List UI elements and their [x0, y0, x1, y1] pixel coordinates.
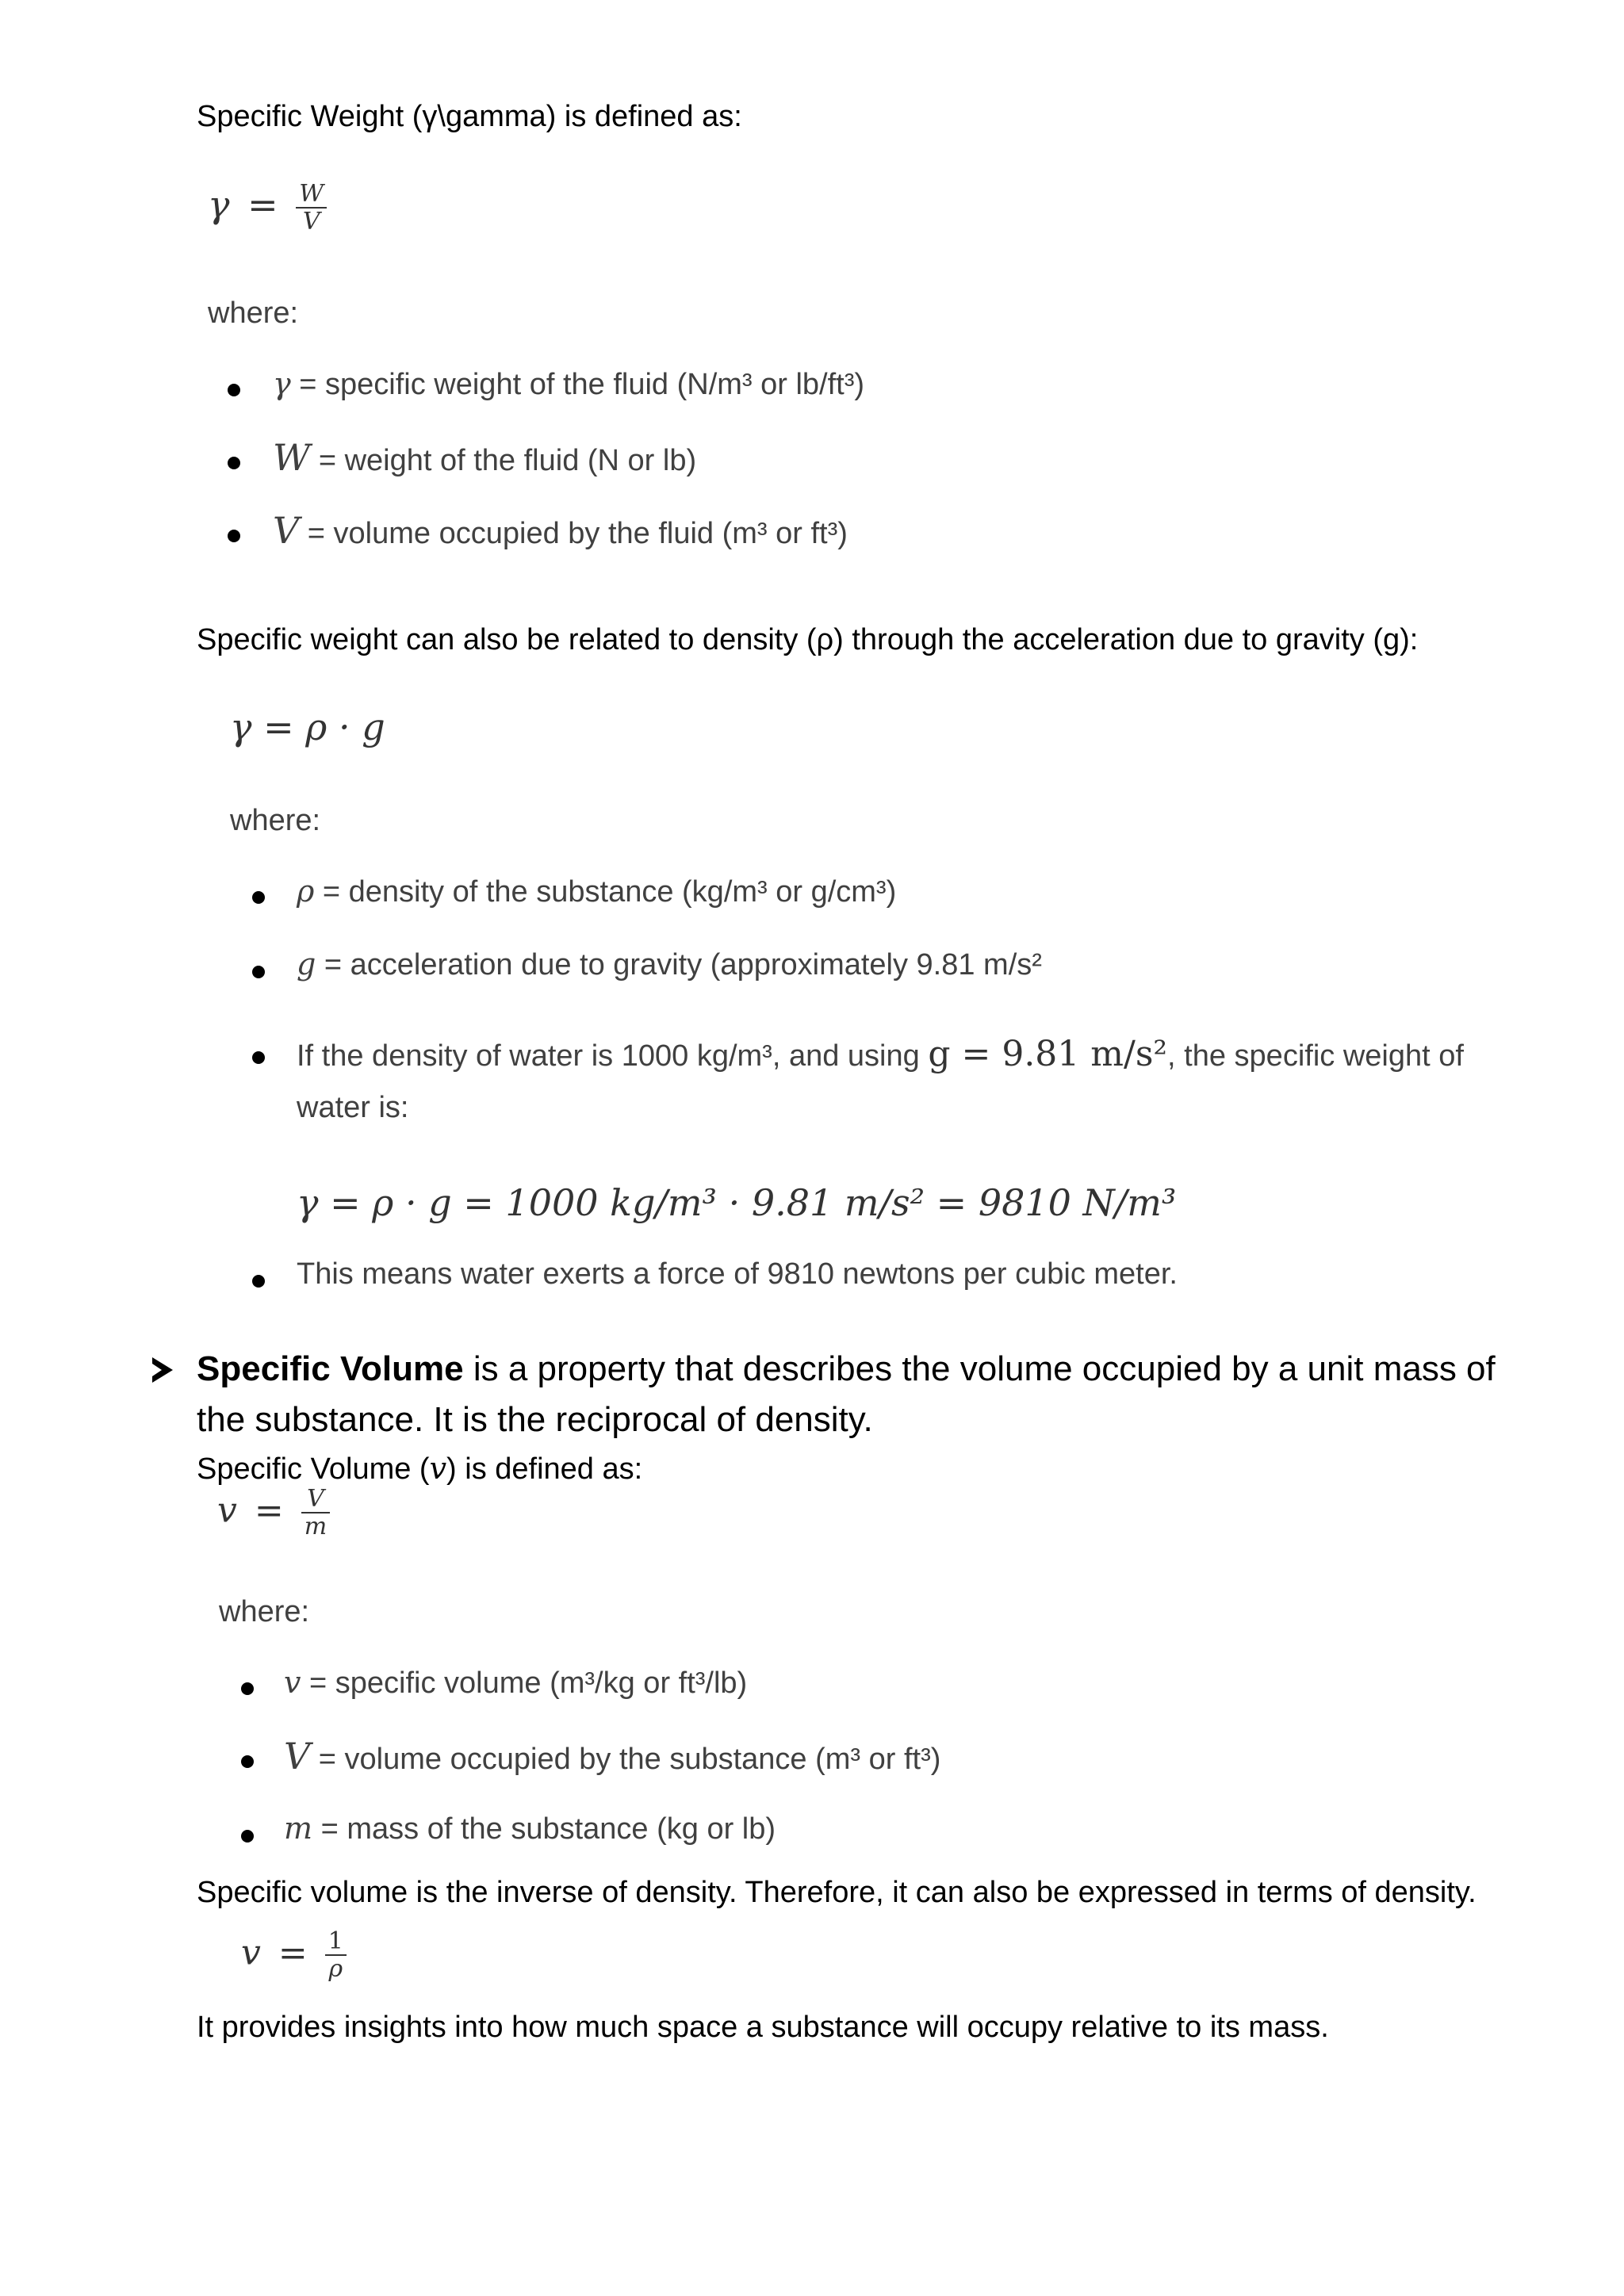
bullet-gamma [273, 366, 864, 402]
bullet-dot [228, 457, 240, 469]
water-specific-weight-formula: γ = ρ · g = 1000 kg/m³ · 9.81 m/s² = 9810 N/m³ [297, 1181, 1177, 1224]
bullet-volume-occupied [284, 1735, 940, 1777]
bullet-specific-volume [284, 1665, 747, 1701]
formula-denominator: ρ [328, 1955, 343, 1983]
specific-weight-intro: Specific Weight (γ\gamma) is defined as: [197, 100, 742, 133]
bullet-dot [252, 966, 265, 978]
intro-text: ) is defined as: [446, 1452, 643, 1486]
formula-denominator: m [304, 1513, 327, 1540]
bullet-density [297, 874, 896, 909]
where-label-3: where: [219, 1595, 310, 1628]
bullet-text: = weight of the fluid (N or lb) [310, 444, 697, 477]
bullet-dot [252, 1275, 265, 1288]
bullet-symbol: g [297, 947, 316, 982]
bullet-text: = acceleration due to gravity (approximately 9.81 m/s² [316, 948, 1042, 982]
inverse-density-text: Specific volume is the inverse of density. Therefore, it can also be expressed in terms of density. [197, 1876, 1477, 1909]
bullet-text: = volume occupied by the substance (m³ or ft³) [310, 1743, 941, 1776]
bullet-volume [273, 509, 848, 552]
formula-lhs: v [217, 1490, 237, 1531]
water-force-bullet: This means water exerts a force of 9810 newtons per cubic meter. [297, 1257, 1178, 1291]
water-example-line2: water is: [297, 1091, 409, 1124]
specific-volume-heading [197, 1349, 1496, 1389]
bullet-dot [228, 384, 240, 396]
water-example-line1 [297, 1034, 1464, 1074]
gamma-rho-g-formula: γ = ρ · g [230, 706, 385, 748]
specific-weight-formula [208, 181, 327, 235]
formula-lhs: v [241, 1932, 261, 1973]
bullet-symbol: v [284, 1665, 301, 1700]
bullet-symbol: V [273, 509, 300, 552]
density-relation-intro: Specific weight can also be related to density (ρ) through the acceleration due to gravity (g): [197, 623, 1419, 656]
bullet-symbol: m [284, 1811, 313, 1846]
formula-lhs: γ [208, 183, 230, 226]
bullet-text: = specific volume (m³/kg or ft³/lb) [301, 1667, 748, 1700]
formula-equals: = [247, 183, 278, 226]
bullet-dot [241, 1830, 254, 1843]
bullet-weight [273, 436, 696, 479]
specific-volume-heading-line2: the substance. It is the reciprocal of density. [197, 1400, 873, 1439]
bullet-symbol: V [284, 1735, 311, 1777]
arrow-bullet-icon [152, 1357, 173, 1383]
bullet-text: = density of the substance (kg/m³ or g/cm³) [314, 875, 897, 909]
bullet-dot [252, 891, 265, 904]
where-label-2: where: [230, 804, 321, 837]
heading-rest: is a property that describes the volume occupied by a unit mass of [463, 1349, 1496, 1388]
example-math: g = 9.81 m/s² [928, 1034, 1168, 1074]
intro-text: Specific Volume ( [197, 1452, 430, 1486]
intro-symbol: v [429, 1451, 447, 1486]
bullet-symbol: γ [273, 366, 291, 401]
formula-denominator: V [302, 208, 320, 235]
bullet-text: = volume occupied by the fluid (m³ or ft³) [299, 517, 848, 550]
bullet-gravity [297, 947, 1042, 982]
bullet-dot [241, 1682, 254, 1695]
where-label-1: where: [208, 297, 299, 330]
bullet-symbol: W [273, 436, 311, 479]
bullet-text: = specific weight of the fluid (N/m³ or lb/ft³) [290, 368, 865, 401]
formula-numerator: 1 [325, 1928, 347, 1956]
formula-numerator: V [301, 1486, 330, 1513]
bullet-dot [241, 1755, 254, 1768]
example-text: If the density of water is 1000 kg/m³, and using [297, 1039, 929, 1073]
specific-volume-formula [217, 1486, 330, 1540]
bullet-mass [284, 1811, 776, 1846]
closing-sentence: It provides insights into how much space a substance will occupy relative to its mass. [197, 2011, 1329, 2044]
inverse-density-formula [241, 1928, 347, 1982]
formula-equals: = [254, 1490, 284, 1531]
example-text: , the specific weight of [1167, 1039, 1464, 1073]
heading-bold: Specific Volume [197, 1349, 464, 1388]
bullet-dot [228, 530, 240, 542]
formula-numerator: W [296, 181, 327, 209]
formula-equals: = [278, 1932, 308, 1973]
bullet-text: = mass of the substance (kg or lb) [312, 1812, 776, 1846]
specific-volume-intro [197, 1451, 642, 1487]
bullet-dot [252, 1051, 265, 1064]
bullet-symbol: ρ [297, 874, 315, 909]
